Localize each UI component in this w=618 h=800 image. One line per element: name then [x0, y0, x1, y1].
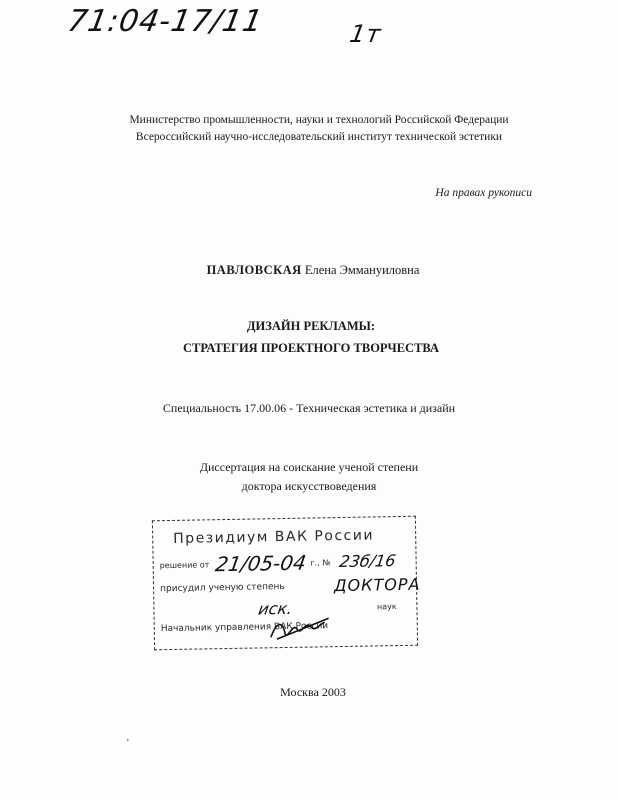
handwritten-archive-number: 71:04-17/11 — [64, 4, 266, 39]
stamp-decision-no-prefix: г., № — [310, 558, 331, 568]
city-year: Москва 2003 — [280, 685, 346, 699]
stamp-decision-date: 21/05-04 — [213, 550, 308, 577]
signature-icon — [267, 614, 338, 645]
thesis-title-line-2: СТРАТЕГИЯ ПРОЕКТНОГО ТВОРЧЕСТВА — [183, 341, 439, 355]
manuscript-rights-note: На правах рукописи — [435, 187, 532, 199]
thesis-title-line-1: ДИЗАЙН РЕКЛАМЫ: — [246, 319, 376, 333]
handwritten-archive-suffix: 1т — [347, 20, 384, 48]
author-name — [4, 263, 618, 278]
corner-mark: ' — [127, 738, 129, 749]
dissertation-degree-line-2: доктора искусствоведения — [241, 479, 377, 493]
institute-name: Всероссийский научно-исследовательский институт технической эстетики — [135, 131, 503, 143]
vak-stamp — [152, 516, 421, 651]
author-surname: ПАВЛОВСКАЯ — [206, 263, 302, 277]
dissertation-degree-line-1: Диссертация на соискание ученой степени — [199, 460, 419, 474]
specialty: Специальность 17.00.06 - Техническая эстетика и дизайн — [162, 401, 456, 415]
stamp-heading: Президиум ВАК России — [173, 527, 375, 547]
stamp-field: иск. — [256, 598, 294, 619]
stamp-degree: ДОКТОРА — [333, 574, 421, 596]
stamp-field-suffix: наук — [376, 602, 397, 612]
stamp-award-text: присудил ученую степень — [160, 582, 285, 595]
stamp-decision-prefix: решение от — [159, 560, 210, 571]
author-given-names: Елена Эммануиловна — [304, 263, 420, 277]
stamp-decision-number: 23б/16 — [338, 551, 398, 572]
stamp-chief: Начальник управления ВАК России — [160, 621, 329, 635]
ministry-name: Министерство промышленности, науки и технологий Российской Федерации — [129, 114, 509, 126]
